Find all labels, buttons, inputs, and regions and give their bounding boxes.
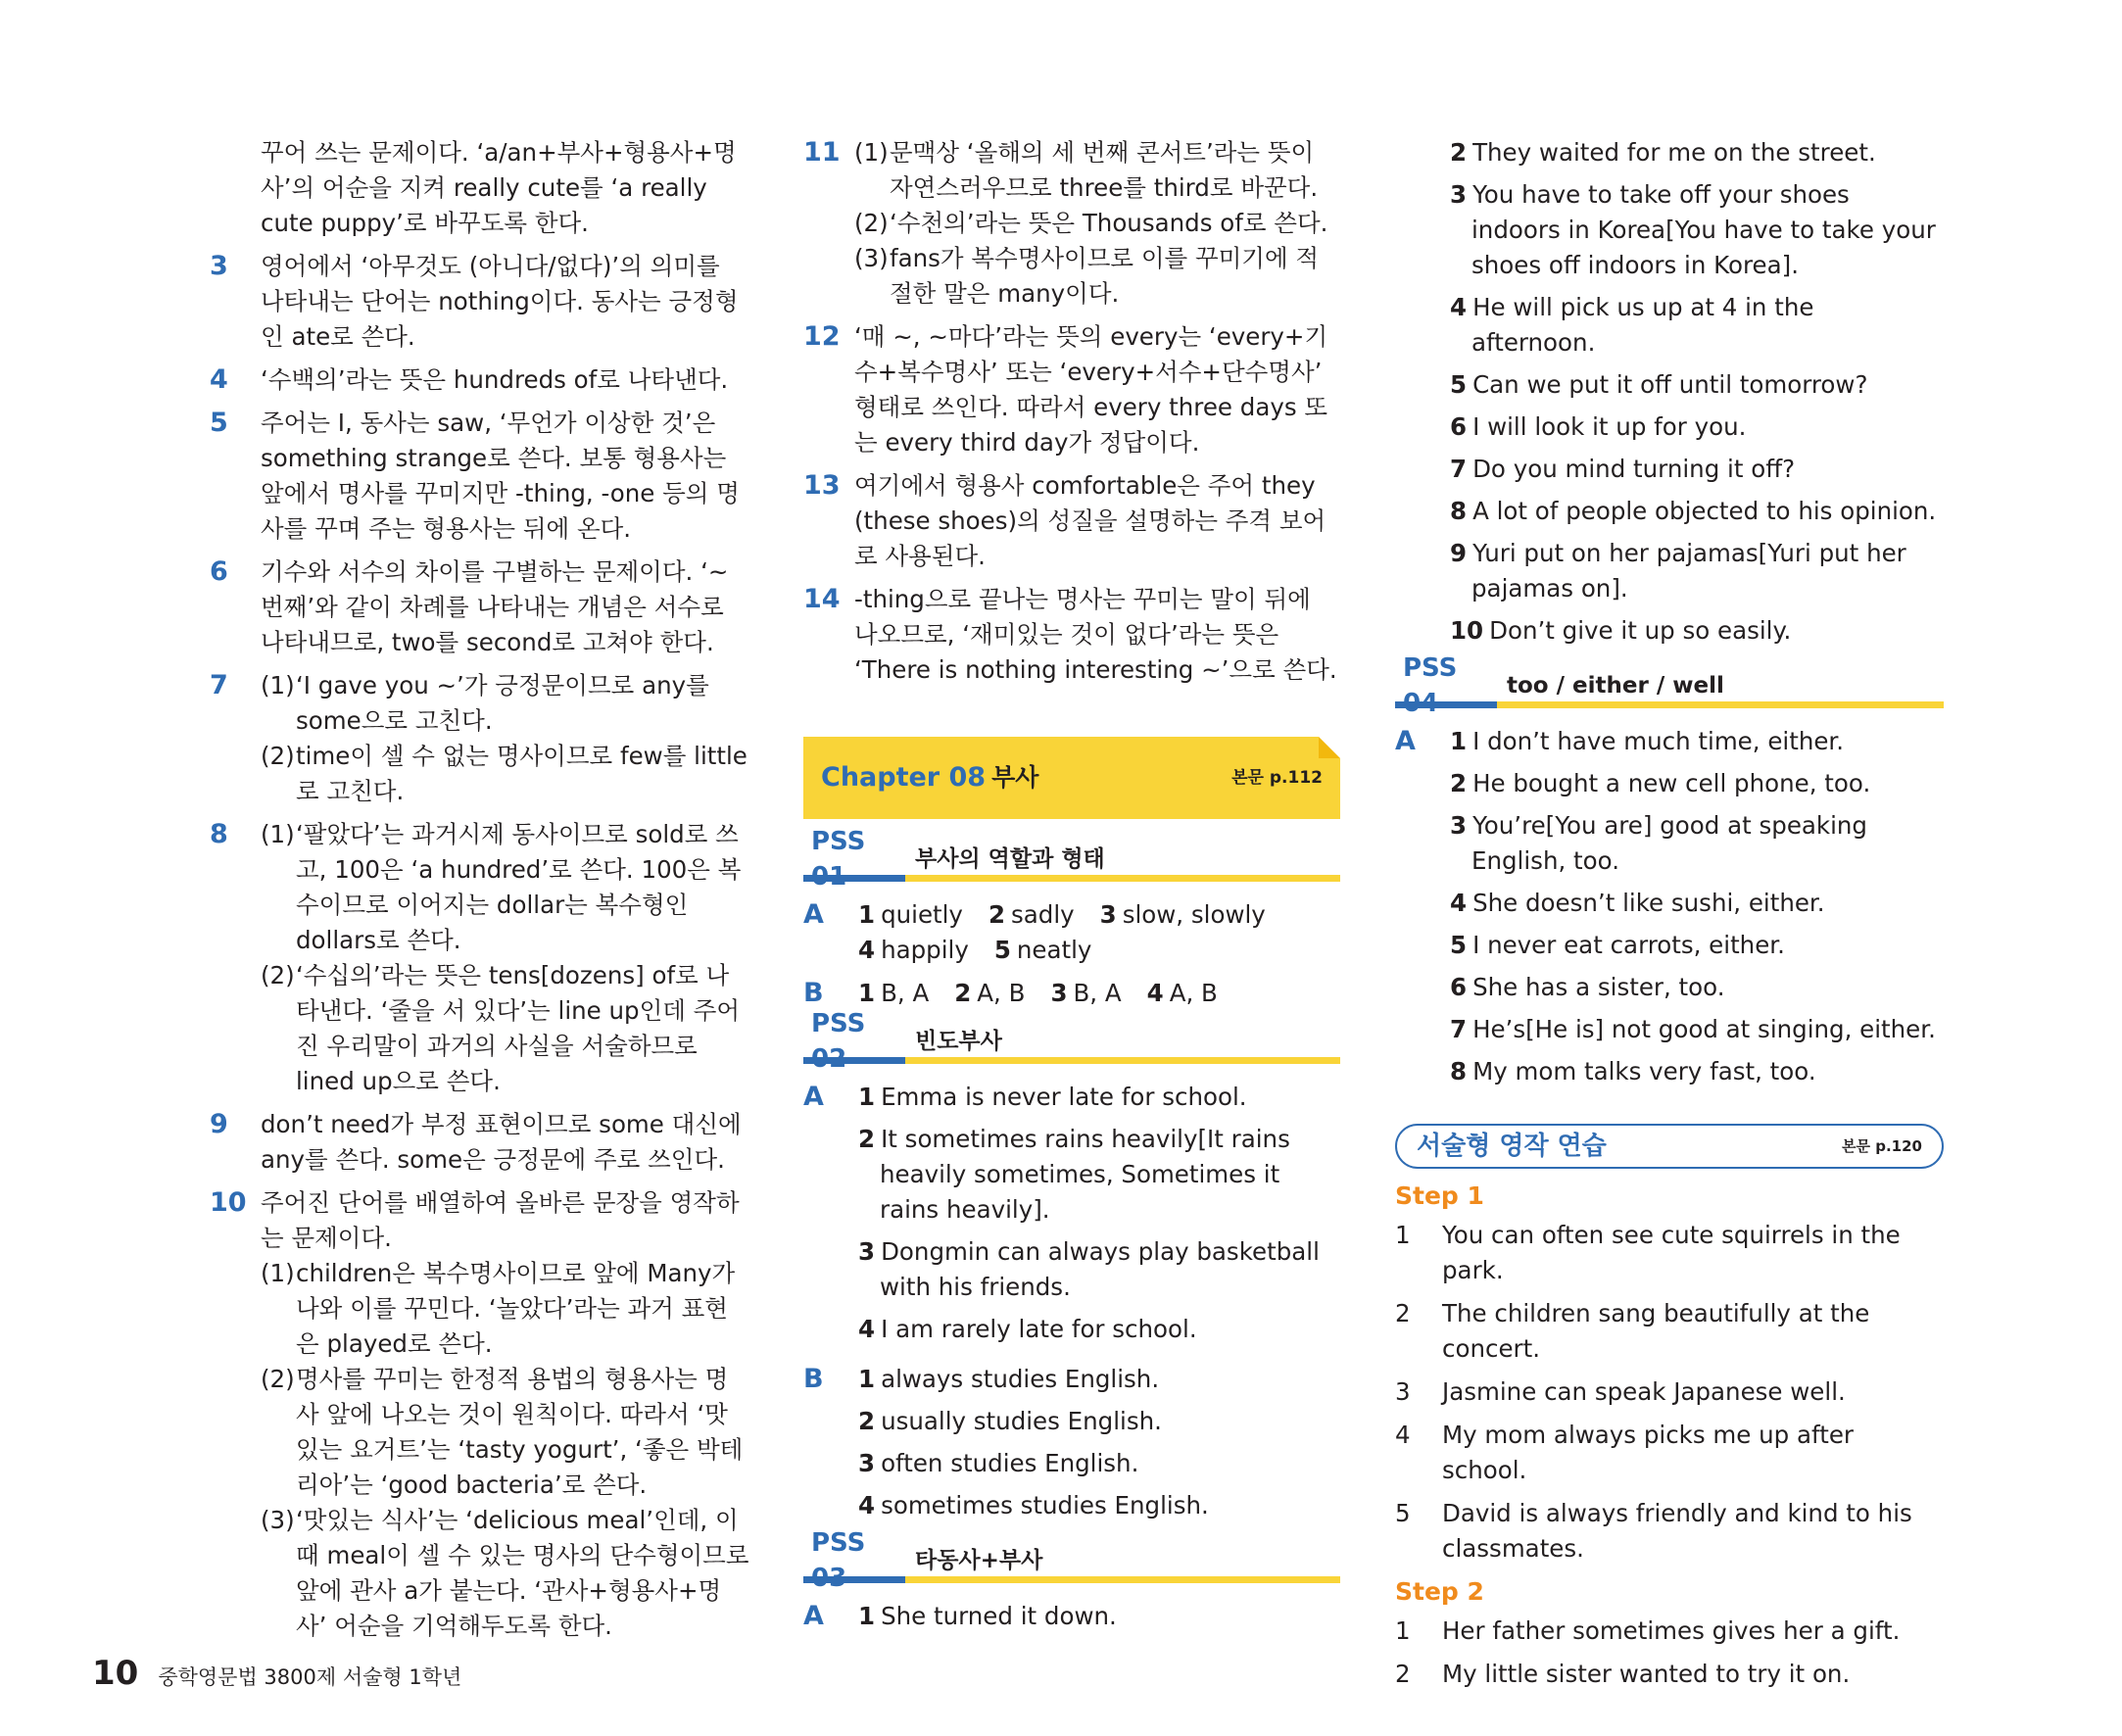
group-label: A [803, 1082, 824, 1112]
section-underline-accent [1395, 701, 1497, 708]
explanation: don’t need가 부정 표현이므로 some 대신에 any를 쓴다. some은 긍정문에 주로 쓰인다. [261, 1110, 742, 1174]
item-number: 1 [1450, 727, 1468, 755]
section-header-pss01 [803, 827, 1340, 882]
item-number: 3 [1450, 180, 1468, 209]
sub-text: ‘수십의’라는 뜻은 tens[dozens] of로 나타낸다. ‘줄을 서 있다’는 line up인데 주어진 우리말이 과거의 사실을 서술하므로 lined up으로 쓴다. [296, 961, 741, 1095]
sentence-item [1395, 1218, 1944, 1288]
section-title: 빈도부사 [915, 1029, 1002, 1054]
explanation: -thing으로 끝나는 명사는 꾸미는 말이 뒤에 나오므로, ‘재미있는 것이 없다’라는 뜻은 ‘There is nothing interesting ~’으로 쓴다. [854, 585, 1337, 684]
answer-item [858, 933, 969, 968]
item-text: sometimes studies English. [881, 1491, 1209, 1519]
answer-item [1050, 976, 1121, 1011]
answer-6 [210, 555, 750, 660]
answer-group-a [803, 1080, 1340, 1354]
item-text: I am rarely late for school. [881, 1315, 1197, 1343]
item-text: A, B [977, 979, 1026, 1007]
item-text: quietly [881, 900, 963, 929]
item-text: Can we put it off until tomorrow? [1472, 370, 1868, 399]
sub-explanation [854, 206, 1340, 241]
answer-13 [803, 468, 1340, 574]
item-number: 4 [1146, 979, 1164, 1007]
item-number: 5 [1450, 931, 1468, 959]
sentence-text: Jasmine can speak Japanese well. [1442, 1377, 1846, 1406]
question-number: 6 [210, 556, 228, 587]
answer-10 [210, 1185, 750, 1644]
page-reference: 본문 p.112 [1231, 768, 1323, 788]
sentence-number: 3 [1395, 1377, 1411, 1406]
answer-item [1450, 1012, 1944, 1047]
sentence-item [1395, 1657, 1944, 1692]
explanation [261, 668, 750, 809]
answer-column-2 [803, 135, 1340, 1649]
sentence-text: Her father sometimes gives her a gift. [1442, 1616, 1901, 1645]
sentence-text: David is always friendly and kind to his classmates. [1442, 1499, 1912, 1563]
answer-item [858, 1122, 1340, 1228]
item-number: 2 [858, 1407, 876, 1435]
item-number: 7 [1450, 1015, 1468, 1043]
section-title: too / either / well [1507, 673, 1724, 699]
item-text: often studies English. [881, 1449, 1139, 1477]
item-text: Emma is never late for school. [881, 1083, 1247, 1111]
item-number: 3 [858, 1237, 876, 1266]
answer-item [858, 1488, 1340, 1523]
item-text: always studies English. [881, 1365, 1160, 1393]
group-label: B [803, 1364, 824, 1394]
answer-item [858, 897, 963, 933]
item-number: 3 [1450, 811, 1468, 840]
sub-text: ‘맛있는 식사’는 ‘delicious meal’인데, 이때 meal이 셀 수 있는 명사의 단수형이므로 앞에 관사 a가 붙는다. ‘관사+형용사+명사’ 어순을 기억해두도록 한다. [296, 1506, 749, 1640]
answer-item [1100, 897, 1266, 933]
answer-11 [803, 135, 1340, 312]
explanation: ‘매 ~, ~마다’라는 뜻의 every는 ‘every+기수+복수명사’ 또는 ‘every+서수+단수명사’ 형태로 쓰인다. 따라서 every three days 또는 every third day가 정답이다. [854, 322, 1328, 457]
section-tag: PSS [1403, 653, 1458, 683]
sub-explanation [261, 1503, 750, 1644]
item-number: 4 [858, 1315, 876, 1343]
question-number: 7 [210, 670, 228, 700]
question-number: 8 [210, 819, 228, 849]
question-number: 9 [210, 1109, 228, 1139]
sentence-item [1395, 1496, 1944, 1567]
explanation [261, 1185, 750, 1644]
sentence-text: My little sister wanted to try it on. [1442, 1660, 1851, 1688]
item-number: 1 [858, 1083, 876, 1111]
answer-item [858, 1234, 1340, 1305]
answer-item [858, 1312, 1340, 1347]
sub-label: (1) [261, 820, 295, 848]
group-label: A [1395, 726, 1416, 756]
item-number: 2 [988, 900, 1005, 929]
item-text: Don’t give it up so easily. [1489, 616, 1792, 645]
item-text: It sometimes rains heavily[It rains heavily sometimes, Sometimes it rains heavily]. [880, 1125, 1290, 1224]
answer-item [1450, 494, 1944, 529]
answer-row [858, 976, 1340, 1011]
intro-text: 주어진 단어를 배열하여 올바른 문장을 영작하는 문제이다. [261, 1188, 740, 1252]
question-number: 5 [210, 408, 228, 438]
item-text: You’re[You are] good at speaking English, too. [1471, 811, 1867, 875]
sentence-item [1395, 1614, 1944, 1649]
sub-explanation [261, 1362, 750, 1503]
answer-items [1450, 135, 1944, 655]
sentence-number: 4 [1395, 1421, 1411, 1449]
item-text: sadly [1011, 900, 1075, 929]
sub-label: (2) [261, 742, 295, 770]
answer-item [1450, 886, 1944, 921]
answer-group-continued [1395, 135, 1944, 655]
answer-item [858, 1362, 1340, 1397]
step-1-label: Step 1 [1395, 1181, 1484, 1210]
answer-item [989, 897, 1075, 933]
item-number: 8 [1450, 1057, 1468, 1085]
question-number: 4 [210, 364, 228, 395]
answer-item [1450, 452, 1944, 487]
answer-item [1450, 177, 1944, 283]
answer-9 [210, 1107, 750, 1178]
sub-explanation [854, 241, 1340, 312]
answer-items [858, 897, 1340, 968]
section-tag: PSS [811, 827, 866, 856]
answer-12 [803, 319, 1340, 460]
sentence-text: You can often see cute squirrels in the park. [1442, 1221, 1901, 1284]
item-text: He’s[He is] not good at singing, either. [1472, 1015, 1936, 1043]
sub-label: (3) [854, 244, 889, 272]
sub-text: children은 복수명사이므로 앞에 Many가 나와 이를 꾸민다. ‘놀았다’라는 과거 표현은 played로 쓴다. [296, 1259, 736, 1358]
section-underline-accent [803, 875, 905, 882]
answer-14 [803, 582, 1340, 688]
answer-items [1450, 724, 1944, 1096]
question-number: 13 [803, 470, 841, 501]
group-label: B [803, 978, 824, 1008]
group-label: A [803, 899, 824, 930]
sub-text: 문맥상 ‘올해의 세 번째 콘서트’라는 뜻이 자연스러우므로 three를 third로 바꾼다. [890, 138, 1319, 202]
answer-item [1450, 410, 1944, 445]
item-text: slow, slowly [1122, 900, 1266, 929]
explanation: 주어는 I, 동사는 saw, ‘무언가 이상한 것’은 something strange로 쓴다. 보통 형용사는 앞에서 명사를 꾸미지만 -thing, -one 등의 명사를 꾸며 주는 형용사는 뒤에 온다. [261, 409, 740, 543]
section-title: 부사의 역할과 형태 [915, 846, 1105, 872]
section-header-pss04 [1395, 653, 1944, 708]
explanation: 영어에서 ‘아무것도 (아니다/없다)’의 의미를 나타내는 단어는 nothing이다. 동사는 긍정형인 ate로 쓴다. [261, 252, 739, 351]
item-number: 4 [858, 1491, 876, 1519]
question-number: 11 [803, 137, 841, 168]
sentence-text: My mom always picks me up after school. [1442, 1421, 1854, 1484]
item-number: 7 [1450, 455, 1468, 483]
answer-item [1450, 613, 1944, 649]
explanation: 기수와 서수의 차이를 구별하는 문제이다. ‘~번째’와 같이 차례를 나타내는 개념은 서수로 나타내므로, two를 second로 고쳐야 한다. [261, 557, 729, 656]
item-number: 6 [1450, 412, 1468, 441]
explanation [261, 817, 750, 1099]
answer-3 [210, 249, 750, 355]
item-number: 1 [858, 1602, 876, 1630]
answer-item [954, 976, 1025, 1011]
section-tag: PSS [811, 1009, 866, 1038]
sentence-number: 5 [1395, 1499, 1411, 1527]
item-number: 2 [1450, 138, 1468, 167]
item-number: 4 [1450, 293, 1468, 321]
answer-items [858, 1362, 1340, 1530]
answer-row [858, 933, 1340, 968]
sub-text: ‘팔았다’는 과거시제 동사이므로 sold로 쓰고, 100은 ‘a hundred’로 쓴다. 100은 복수이므로 이어지는 dollar는 복수형인 dollars로 쓴다. [296, 820, 742, 954]
answer-column-1 [210, 135, 750, 1652]
sentence-item [1395, 1374, 1944, 1410]
item-number: 5 [1450, 370, 1468, 399]
sub-label: (3) [261, 1506, 295, 1534]
answer-item [1450, 928, 1944, 963]
answer-item [994, 933, 1092, 968]
answer-item [1450, 970, 1944, 1005]
continued-explanation: 꾸어 쓰는 문제이다. ‘a/an+부사+형용사+명사’의 어순을 지켜 really cute를 ‘a really cute puppy’로 바꾸도록 한다. [261, 138, 737, 237]
section-header-pss02 [803, 1009, 1340, 1064]
sub-label: (2) [261, 961, 295, 989]
answer-group-a [1395, 724, 1944, 1096]
sentence-text: The children sang beautifully at the concert. [1442, 1299, 1870, 1363]
item-number: 6 [1450, 973, 1468, 1001]
item-number: 3 [858, 1449, 876, 1477]
item-text: My mom talks very fast, too. [1472, 1057, 1816, 1085]
item-number: 3 [1099, 900, 1117, 929]
chapter-title: 부사 [991, 763, 1039, 792]
answer-item [1450, 724, 1944, 759]
section-tag: PSS [811, 1528, 866, 1558]
item-text: usually studies English. [881, 1407, 1162, 1435]
sub-text: ‘수천의’라는 뜻은 Thousands of로 쓴다. [890, 209, 1328, 237]
section-underline-accent [803, 1057, 905, 1064]
item-text: She turned it down. [881, 1602, 1117, 1630]
item-number: 2 [1450, 769, 1468, 797]
item-text: neatly [1016, 936, 1092, 964]
item-number: 1 [858, 979, 876, 1007]
section-underline-accent [803, 1576, 905, 1583]
answer-item [858, 1446, 1340, 1481]
answer-item [1147, 976, 1218, 1011]
item-text: happily [881, 936, 969, 964]
answer-item [1450, 766, 1944, 801]
answer-item [1450, 135, 1944, 170]
item-text: Do you mind turning it off? [1472, 455, 1796, 483]
answer-items [858, 1599, 1340, 1641]
answer-group-a [803, 897, 1340, 968]
chapter-label: Chapter 08 [821, 762, 987, 793]
item-number: 2 [858, 1125, 876, 1153]
item-number: 1 [858, 1365, 876, 1393]
explanation [854, 135, 1340, 312]
sub-explanation [261, 817, 750, 958]
sub-text: ‘I gave you ~’가 긍정문이므로 any를 some으로 고친다. [296, 671, 709, 735]
item-text: Dongmin can always play basketball with his friends. [880, 1237, 1320, 1301]
answer-item [1450, 290, 1944, 361]
sub-text: 명사를 꾸미는 한정적 용법의 형용사는 명사 앞에 나오는 것이 원칙이다. 따라서 ‘맛있는 요거트’는 ‘tasty yogurt’, ‘좋은 박테리아’는 ‘good bacteria’로 쓴다. [296, 1365, 744, 1499]
explanation: 여기에서 형용사 comfortable은 주어 they (these shoes)의 성질을 설명하는 주격 보어로 사용된다. [854, 471, 1326, 570]
item-text: B, A [1073, 979, 1122, 1007]
answer-item [1450, 536, 1944, 606]
answer-5 [210, 406, 750, 547]
item-text: You have to take off your shoes indoors in Korea[You have to take your shoes off indoors in Korea]. [1471, 180, 1936, 279]
sentence-number: 2 [1395, 1660, 1411, 1688]
group-label-spacer [1395, 135, 1450, 655]
answer-item [858, 1599, 1340, 1634]
item-text: Yuri put on her pajamas[Yuri put her pajamas on]. [1471, 539, 1906, 603]
sentence-item [1395, 1418, 1944, 1488]
answer-8 [210, 817, 750, 1099]
question-number: 3 [210, 251, 228, 281]
item-text: She has a sister, too. [1472, 973, 1725, 1001]
item-text: I will look it up for you. [1472, 412, 1747, 441]
answer-group-b [803, 1362, 1340, 1530]
sentence-item [1395, 1296, 1944, 1367]
sub-explanation [261, 958, 750, 1099]
sub-label: (1) [261, 671, 295, 699]
page-number: 10 [92, 1654, 139, 1693]
answer-column-3 [1395, 135, 1944, 1700]
item-text: I don’t have much time, either. [1472, 727, 1845, 755]
page-reference: 본문 p.120 [1842, 1137, 1922, 1155]
answer-4 [210, 362, 750, 398]
sub-explanation [261, 739, 750, 809]
section-title: 타동사+부사 [915, 1548, 1043, 1573]
item-number: 4 [1450, 889, 1468, 917]
sub-text: time이 셀 수 없는 명사이므로 few를 little로 고친다. [296, 742, 748, 805]
answer-items [858, 976, 1340, 1011]
item-number: 4 [858, 936, 876, 964]
explanation: ‘수백의’라는 뜻은 hundreds of로 나타낸다. [261, 365, 729, 394]
item-text: He bought a new cell phone, too. [1472, 769, 1871, 797]
item-text: He will pick us up at 4 in the afternoon. [1471, 293, 1814, 357]
item-text: I never eat carrots, either. [1472, 931, 1785, 959]
answer-item [858, 1404, 1340, 1439]
chapter-header [803, 737, 1340, 819]
item-text: A lot of people objected to his opinion. [1472, 497, 1937, 525]
answer-items [858, 1080, 1340, 1354]
item-number: 8 [1450, 497, 1468, 525]
item-number: 1 [858, 900, 876, 929]
sub-label: (1) [854, 138, 889, 167]
sentence-number: 1 [1395, 1616, 1411, 1645]
sub-label: (2) [261, 1365, 295, 1393]
sub-label: (2) [854, 209, 889, 237]
item-number: 10 [1450, 616, 1484, 645]
writing-practice-header [1395, 1124, 1944, 1169]
sub-explanation [261, 1256, 750, 1362]
item-text: A, B [1169, 979, 1218, 1007]
sentence-number: 1 [1395, 1221, 1411, 1249]
answer-item [858, 1080, 1340, 1115]
question-number: 10 [210, 1187, 247, 1218]
item-text: B, A [881, 979, 930, 1007]
section-header-pss03 [803, 1528, 1340, 1583]
page-footer [92, 1654, 461, 1693]
item-number: 3 [1050, 979, 1068, 1007]
item-text: They waited for me on the street. [1472, 138, 1876, 167]
sentence-number: 2 [1395, 1299, 1411, 1327]
answer-item [1450, 367, 1944, 403]
book-title: 중학영문법 3800제 서술형 1학년 [158, 1665, 462, 1689]
item-number: 5 [993, 936, 1011, 964]
step-2-label: Step 2 [1395, 1577, 1484, 1606]
sub-explanation [261, 668, 750, 739]
sub-explanation [854, 135, 1340, 206]
question-number: 14 [803, 584, 841, 614]
group-label: A [803, 1601, 824, 1631]
writing-title: 서술형 영작 연습 [1417, 1132, 1607, 1161]
sub-text: fans가 복수명사이므로 이를 꾸미기에 적절한 말은 many이다. [890, 244, 1320, 308]
answer-group-a [803, 1599, 1340, 1641]
item-text: She doesn’t like sushi, either. [1472, 889, 1825, 917]
answer-7 [210, 668, 750, 809]
item-number: 9 [1450, 539, 1468, 567]
question-number: 12 [803, 321, 841, 352]
answer-row [858, 897, 1340, 933]
folded-corner [1319, 737, 1340, 758]
item-number: 2 [954, 979, 972, 1007]
sub-label: (1) [261, 1259, 295, 1287]
answer-item [1450, 1054, 1944, 1089]
answer-item [1450, 808, 1944, 879]
